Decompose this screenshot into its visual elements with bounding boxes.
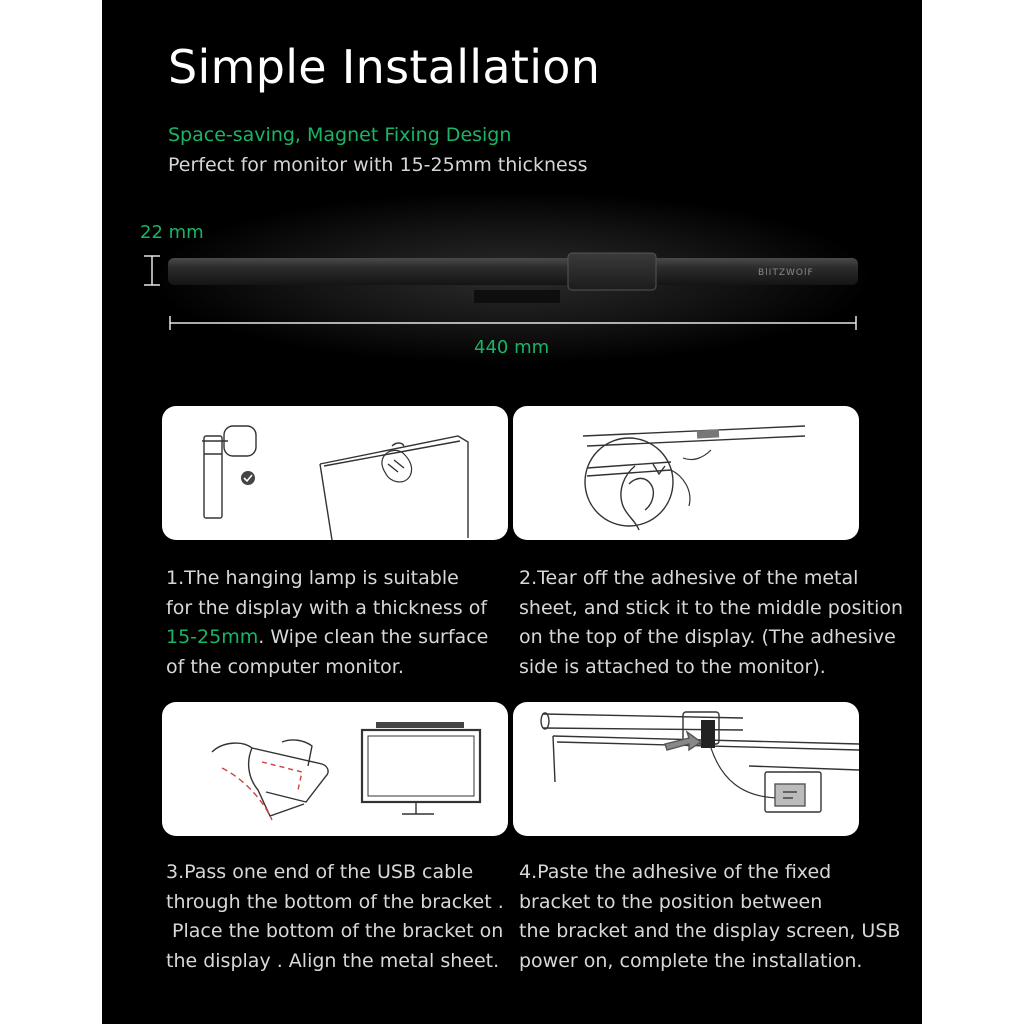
lamp-bar-illustration (102, 240, 922, 340)
subtitle-design: Space-saving, Magnet Fixing Design (168, 124, 512, 146)
step-3-image (162, 702, 508, 836)
step-2-line-3: on the top of the display. (The adhesive (519, 626, 896, 648)
step-1-description (166, 564, 516, 682)
subtitle-thickness: Perfect for monitor with 15-25mm thickness (168, 154, 588, 176)
width-dimension-label: 440 mm (474, 337, 550, 358)
width-indicator (170, 316, 856, 330)
step-3-line-3: Place the bottom of the bracket on (166, 920, 504, 942)
step-1-line-3-rest: . Wipe clean the surface (258, 626, 489, 648)
step-4-line-4: power on, complete the installation. (519, 949, 863, 972)
lamp-bar (168, 258, 858, 285)
step-4-line-3: the bracket and the display screen, USB (519, 920, 901, 942)
step-3-description (166, 858, 516, 976)
step-4-line-1: 4.Paste the adhesive of the fixed (519, 861, 832, 883)
step-1-line-3 (166, 623, 516, 653)
step-2-description (519, 564, 904, 682)
step-3-line-2: through the bottom of the bracket . (166, 890, 504, 913)
step-1-illustration (162, 406, 508, 540)
step-2-line-4: side is attached to the monitor). (519, 655, 826, 678)
thickness-highlight: 15-25mm (166, 626, 259, 648)
step-1-line-4: of the computer monitor. (166, 655, 404, 678)
step-4-line-2: bracket to the position between (519, 890, 823, 913)
lamp-clip-base (474, 290, 560, 303)
brand-logo: BlITZWOlF (758, 268, 814, 278)
height-indicator (144, 256, 160, 285)
step-1-image (162, 406, 508, 540)
step-4-description (519, 858, 901, 976)
step-1-line-2: for the display with a thickness of (166, 596, 488, 619)
page-title: Simple Installation (168, 40, 601, 94)
step-2-line-1: 2.Tear off the adhesive of the metal (519, 567, 859, 589)
step-3-line-4: the display . Align the metal sheet. (166, 949, 500, 972)
step-4-illustration (513, 702, 859, 836)
step-3-illustration (162, 702, 508, 836)
lamp-clip (568, 253, 656, 290)
step-2-line-2: sheet, and stick it to the middle position (519, 596, 904, 619)
step-1-line-1: 1.The hanging lamp is suitable (166, 567, 459, 589)
step-2-image (513, 406, 859, 540)
step-2-illustration (513, 406, 859, 540)
height-dimension-label: 22 mm (140, 222, 204, 243)
product-infographic (102, 0, 922, 1024)
step-4-image (513, 702, 859, 836)
step-3-line-1: 3.Pass one end of the USB cable (166, 861, 474, 883)
